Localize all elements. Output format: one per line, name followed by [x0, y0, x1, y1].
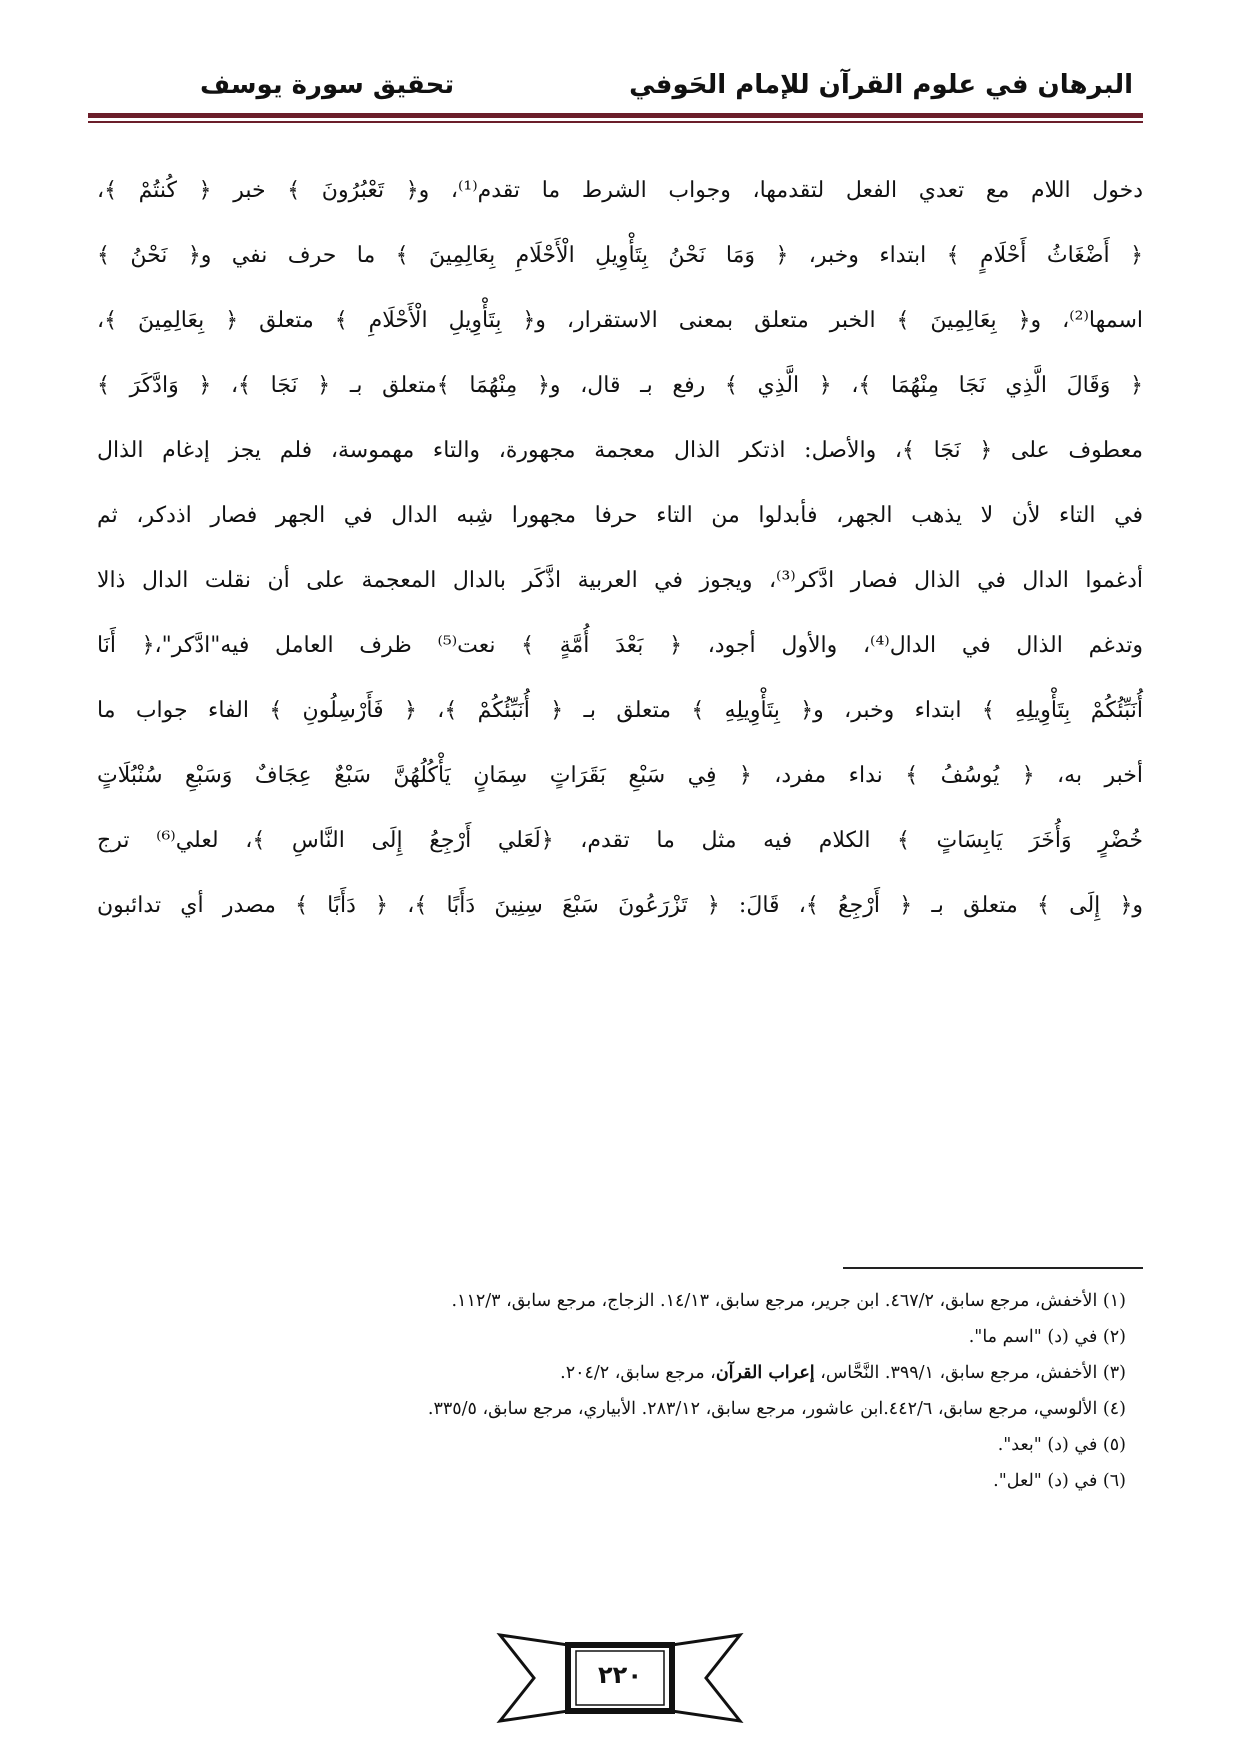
footnote-3-part-a: (٣) الأخفش، مرجع سابق، ٣٩٩/١. النَّحَّاس، [814, 1363, 1126, 1383]
main-text [97, 158, 1143, 938]
footnote-1: (١) الأخفش، مرجع سابق، ٤٦٧/٢. ابن جرير، مرجع سابق، ١٤/١٣. الزجاج، مرجع سابق، ١١٢/٣. [451, 1291, 1126, 1311]
text-line: في التاء لأن لا يذهب الجهر، فأبدلوا من التاء حرفا مجهورا شِبه الدال في الجهر فصار اذدكر، ثم [97, 503, 1143, 528]
footnote-3 [106, 1355, 1126, 1391]
footnote-5: (٥) في (د) "بعد". [997, 1435, 1126, 1455]
text-line: خُضْرٍ وَأُخَرَ يَابِسَاتٍ ﴾ الكلام فيه مثل ما تقدم، ﴿لَعَلي أَرْجِعُ إِلَى النَّاسِ ﴾، لعلي⁽⁶⁾ ترج [97, 828, 1143, 853]
text-line: اسمها⁽²⁾، و﴿ بِعَالِمِينَ ﴾ الخبر متعلق بمعنى الاستقرار، و﴿ بِتَأْوِيلِ الْأَحْلَامِ ﴾ متعلق ﴿ بِعَالِمِينَ ﴾، [97, 308, 1143, 333]
text-line: أخبر به، ﴿ يُوسُفُ ﴾ نداء مفرد، ﴿ فِي سَبْعِ بَقَرَاتٍ سِمَانٍ يَأْكُلُهُنَّ سَبْعٌ عِجَافٌ وَسَبْعِ سُنْبُلَاتٍ [97, 763, 1143, 788]
footnote-separator [843, 1267, 1143, 1269]
header-rule-thick [88, 113, 1143, 118]
footnote-4: (٤) الألوسي، مرجع سابق، ٤٤٢/٦.ابن عاشور، مرجع سابق، ٢٨٣/١٢. الأبياري، مرجع سابق، ٣٣٥/٥. [427, 1399, 1126, 1419]
text-line: معطوف على ﴿ نَجَا ﴾، والأصل: اذتكر الذال معجمة مجهورة، والتاء مهموسة، فلم يجز إدغام الذال [97, 438, 1143, 463]
text-line: أدغموا الدال في الذال فصار ادَّكر⁽³⁾، ويجوز في العربية اذَّكَر بالدال المعجمة على أن نقلت الدال ذالا [97, 568, 1143, 593]
footnote-2: (٢) في (د) "اسم ما". [968, 1327, 1126, 1347]
text-line: وتدغم الذال في الدال⁽⁴⁾، والأول أجود، ﴿ بَعْدَ أُمَّةٍ ﴾ نعت⁽⁵⁾ ظرف العامل فيه"ادَّكر"،﴿ أَنَا [97, 633, 1144, 658]
text-line: ﴿ وَقَالَ الَّذِي نَجَا مِنْهُمَا ﴾، ﴿ الَّذِي ﴾ رفع بـ قال، و﴿ مِنْهُمَا ﴾متعلق بـ ﴿ نَجَا ﴾، ﴿ وَادَّكَرَ ﴾ [97, 373, 1143, 398]
text-line: أُنَبِّئُكُمْ بِتَأْوِيلِهِ ﴾ ابتداء وخبر، و﴿ بِتَأْوِيلِهِ ﴾ متعلق بـ ﴿ أُنَبِّئُكُمْ ﴾، ﴿ فَأَرْسِلُونِ ﴾ الفاء جواب ما [97, 698, 1143, 723]
footnote-3-book-title: إعراب القرآن [715, 1363, 815, 1383]
study-title: تحقيق سورة يوسف [200, 70, 455, 100]
running-header [88, 70, 1143, 110]
text-line: و﴿ إِلَى ﴾ متعلق بـ ﴿ أَرْجِعُ ﴾، قَالَ: ﴿ تَزْرَعُونَ سَبْعَ سِنِينَ دَأَبًا ﴾، ﴿ دَأَبًا ﴾ مصدر أي تدائبون [97, 893, 1143, 918]
footnote-6: (٦) في (د) "لعل". [993, 1471, 1126, 1491]
footnotes [106, 1283, 1126, 1499]
text-line: ﴿ أَضْغَاثُ أَحْلَامٍ ﴾ ابتداء وخبر، ﴿ وَمَا نَحْنُ بِتَأْوِيلِ الْأَحْلَامِ بِعَالِمِينَ ﴾ ما حرف نفي و﴿ نَحْنُ ﴾ [97, 243, 1143, 268]
page-number: ٢٢٠ [598, 1661, 642, 1689]
footnote-3-part-b: ، مرجع سابق، ٢٠٤/٢. [560, 1363, 716, 1383]
book-title: البرهان في علوم القرآن للإمام الحَوفي [629, 70, 1133, 100]
header-rule-thin [88, 121, 1143, 123]
text-line: دخول اللام مع تعدي الفعل لتقدمها، وجواب الشرط ما تقدم⁽¹⁾، و﴿ تَعْبُرُونَ ﴾ خبر ﴿ كُنتُمْ ﴾، [97, 178, 1143, 203]
